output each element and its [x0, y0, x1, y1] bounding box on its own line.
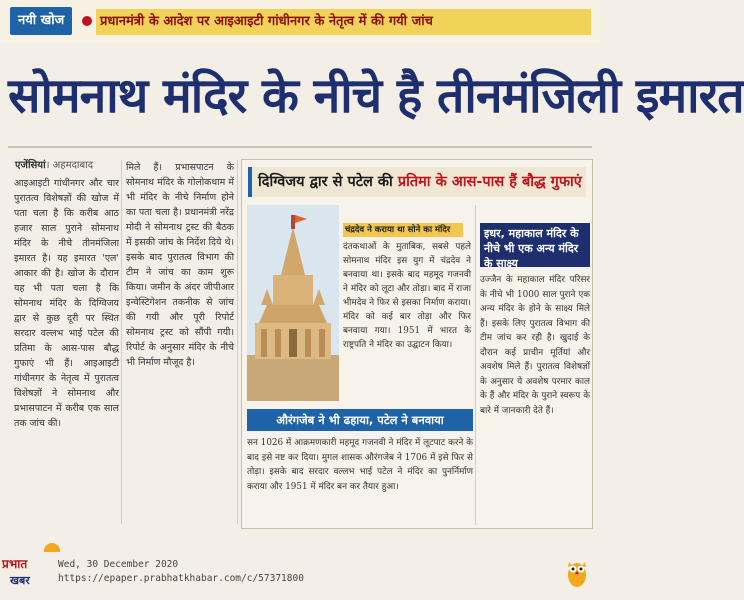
column-divider: [475, 205, 476, 525]
byline: [15, 157, 93, 171]
page-title: सोमनाथ मंदिर के नीचे है तीनमंजिली इमारत: [8, 68, 744, 124]
edition-date: Wed, 30 December 2020: [58, 559, 179, 570]
story-subtitle: चंद्रदेव ने कराया था सोने का मंदिर: [343, 223, 463, 237]
byline-place: । अहमदाबाद: [45, 160, 94, 171]
kicker-line: प्रधानमंत्री के आदेश पर आइआइटी गांधीनगर के नेतृत्व में की गयी जांच: [96, 9, 591, 35]
owl-icon: [566, 556, 588, 588]
newspaper-logo-sub: खबर: [10, 574, 30, 587]
column-divider: [121, 160, 122, 524]
story-body: दंतकथाओं के मुताबिक, सबसे पहले सोमनाथ मंदिर इस युग में चंद्रदेव ने बनवाया था। इसके बाद महमूद गजनवी ने मंदिर को लूटा और तोड़ा। बाद में राजा भीमदेव ने फिर से इसका निर्माण कराया। मंदिर को कई बार तोड़ा और फिर बनवाया गया। 1951 में भारत के राष्ट्रपति ने मंदिर का उद्घाटन किया।: [343, 242, 471, 350]
banner-heading: औरंगजेब ने भी ढहाया, पटेल ने बनवाया: [247, 409, 473, 431]
section-tag: नयी खोज: [10, 7, 72, 35]
sidebar-title: इधर, महाकाल मंदिर के नीचे भी एक अन्य मंदिर के साक्ष्य: [480, 223, 590, 267]
bottom-story: सन 1026 में आक्रमणकारी महमूद गजनवी ने मंदिर में लूटपाट करने के बाद इसे नष्ट कर दिया। मुगल शासक औरंगजेब ने 1706 में इसे फिर से तोड़ा। इसके बाद सरदार वल्लभ भाई पटेल ने मंदिर का पुनर्निर्माण कराया और 1951 में मंदिर बन कर तैयार हुआ।: [247, 438, 473, 492]
byline-agency: एजेंसियां: [15, 160, 46, 171]
column-divider: [237, 160, 238, 524]
subhead-text: दिग्विजय द्वार से पटेल की: [258, 174, 398, 190]
newspaper-logo: प्रभात: [2, 557, 28, 571]
bullet-icon: [82, 16, 92, 26]
sidebar-body: उज्जैन के महाकाल मंदिर परिसर के नीचे भी 1000 साल पुराने एक अन्य मंदिर के होने के साक्ष्य मिले हैं। इसके लिए पुरातत्व विभाग की टीम जांच कर रही है। खुदाई के दौरान कई प्राचीन मूर्तियां और अवशेष मिले हैं। पुरातत्व विशेषज्ञों के अनुसार ये अवशेष परमार काल के हैं और मंदिर के पुराने स्वरूप के बारे में जानकारी देते हैं।: [480, 275, 590, 416]
article-column-1: आइआइटी गांधीनगर और चार पुरातत्व विशेषज्ञों की खोज में पता चला है कि करीब आठ हजार साल पुराने सोमनाथ मंदिर के नीचे तीनमंजिला इमारत है। यह इमारत 'एल' आकार की है। खोज के दौरान यह भी पता चला है कि सोमनाथ मंदिर के दिग्विजय द्वार से कुछ दूरी पर स्थित सरदार वल्लभ भाई पटेल की प्रतिमा के आस-पास बौद्ध गुफाएं भी हैं। आइआइटी गांधीनगर के नेतृत्व में पुरातत्व विशेषज्ञों ने सोमनाथ और प्रभासपाटन में करीब एक साल तक जांच की।: [14, 178, 119, 429]
subhead-highlight: प्रतिमा के आस-पास हैं बौद्ध गुफाएं: [397, 174, 582, 190]
article-column-2: मिले हैं। प्रभासपाटन के सोमनाथ मंदिर के गोलोकधाम में भी मंदिर के नीचे निर्माण होने का पता चला है। प्रधानमंत्री नरेंद्र मोदी ने सोमनाथ ट्रस्ट की बैठक में इसकी जांच के निर्देश दिये थे। इसके बाद पुरातत्व विभाग की टीम ने जांच का काम शुरू किया। जमीन के अंदर जीपीआर इन्वेस्टिगेशन तकनीक से जांच की गयी और पूरी रिपोर्ट सोमनाथ ट्रस्ट को सौंपी गयी। रिपोर्ट के अनुसार मंदिर के नीचे भी निर्माण मौजूद है।: [126, 162, 234, 368]
sun-logo-icon: [44, 543, 60, 552]
divider: [8, 146, 592, 148]
edition-url[interactable]: https://epaper.prabhatkhabar.com/c/57371800: [58, 573, 304, 584]
temple-photo: [247, 205, 339, 401]
feature-subhead: [248, 167, 586, 197]
temple-illustration: [247, 205, 339, 401]
